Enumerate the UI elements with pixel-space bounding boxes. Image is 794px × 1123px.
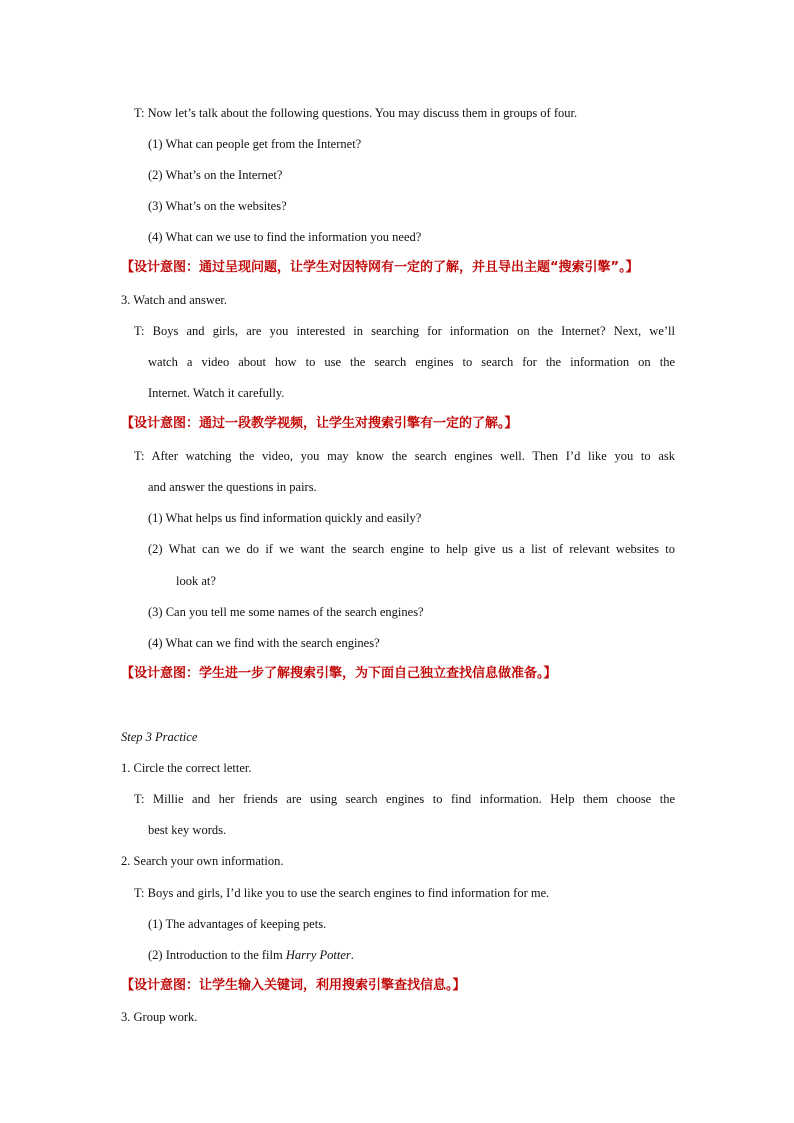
question-1: (1) What can people get from the Internet? — [148, 137, 362, 151]
step-heading: Step 3 Practice — [121, 730, 198, 744]
item-2-text: (2) Introduction to the film — [148, 948, 286, 962]
paragraph-line: Internet. Watch it carefully. — [148, 386, 285, 400]
question-2: (2) What can we do if we want the search engine to help give us a list of relevant websites to — [148, 542, 675, 556]
paragraph-line: T: Boys and girls, are you interested in searching for information on the Internet? Next, we’ll — [134, 324, 675, 338]
design-intent-note: 【设计意图：学生进一步了解搜索引擎，为下面自己独立查找信息做准备。】 — [121, 666, 557, 681]
design-intent-note: 【设计意图：通过呈现问题，让学生对因特网有一定的了解，并且导出主题“搜索引擎”。】 — [121, 260, 639, 275]
teacher-prompt: T: Now let’s talk about the following questions. You may discuss them in groups of four. — [134, 106, 578, 120]
section-heading: 1. Circle the correct letter. — [121, 761, 252, 775]
paragraph-line: T: Millie and her friends are using search engines to find information. Help them choose the — [134, 792, 675, 806]
item-1: (1) The advantages of keeping pets. — [148, 917, 327, 931]
question-4: (4) What can we find with the search engines? — [148, 636, 380, 650]
film-title: Harry Potter — [285, 948, 351, 962]
question-2-continued: look at? — [176, 574, 216, 588]
question-3: (3) Can you tell me some names of the search engines? — [148, 605, 424, 619]
section-heading: 3. Group work. — [121, 1010, 198, 1024]
paragraph-line: best key words. — [148, 823, 227, 837]
paragraph-line: T: Boys and girls, I’d like you to use the search engines to find information for me. — [134, 886, 550, 900]
question-3: (3) What’s on the websites? — [148, 199, 287, 213]
section-heading: 2. Search your own information. — [121, 854, 284, 868]
paragraph-line: and answer the questions in pairs. — [148, 480, 317, 494]
question-1: (1) What helps us find information quickly and easily? — [148, 511, 422, 525]
paragraph-line: T: After watching the video, you may know the search engines well. Then I’d like you to ask — [134, 449, 675, 463]
question-2: (2) What’s on the Internet? — [148, 168, 283, 182]
item-2-period: . — [350, 948, 354, 962]
paragraph-line: watch a video about how to use the search engines to search for the information on the — [148, 355, 675, 369]
section-heading: 3. Watch and answer. — [121, 293, 228, 307]
design-intent-note: 【设计意图：通过一段教学视频，让学生对搜索引擎有一定的了解。】 — [121, 416, 518, 431]
design-intent-note: 【设计意图：让学生输入关键词，利用搜索引擎查找信息。】 — [121, 978, 466, 993]
item-2 — [148, 947, 354, 963]
question-4: (4) What can we use to find the information you need? — [148, 230, 422, 244]
